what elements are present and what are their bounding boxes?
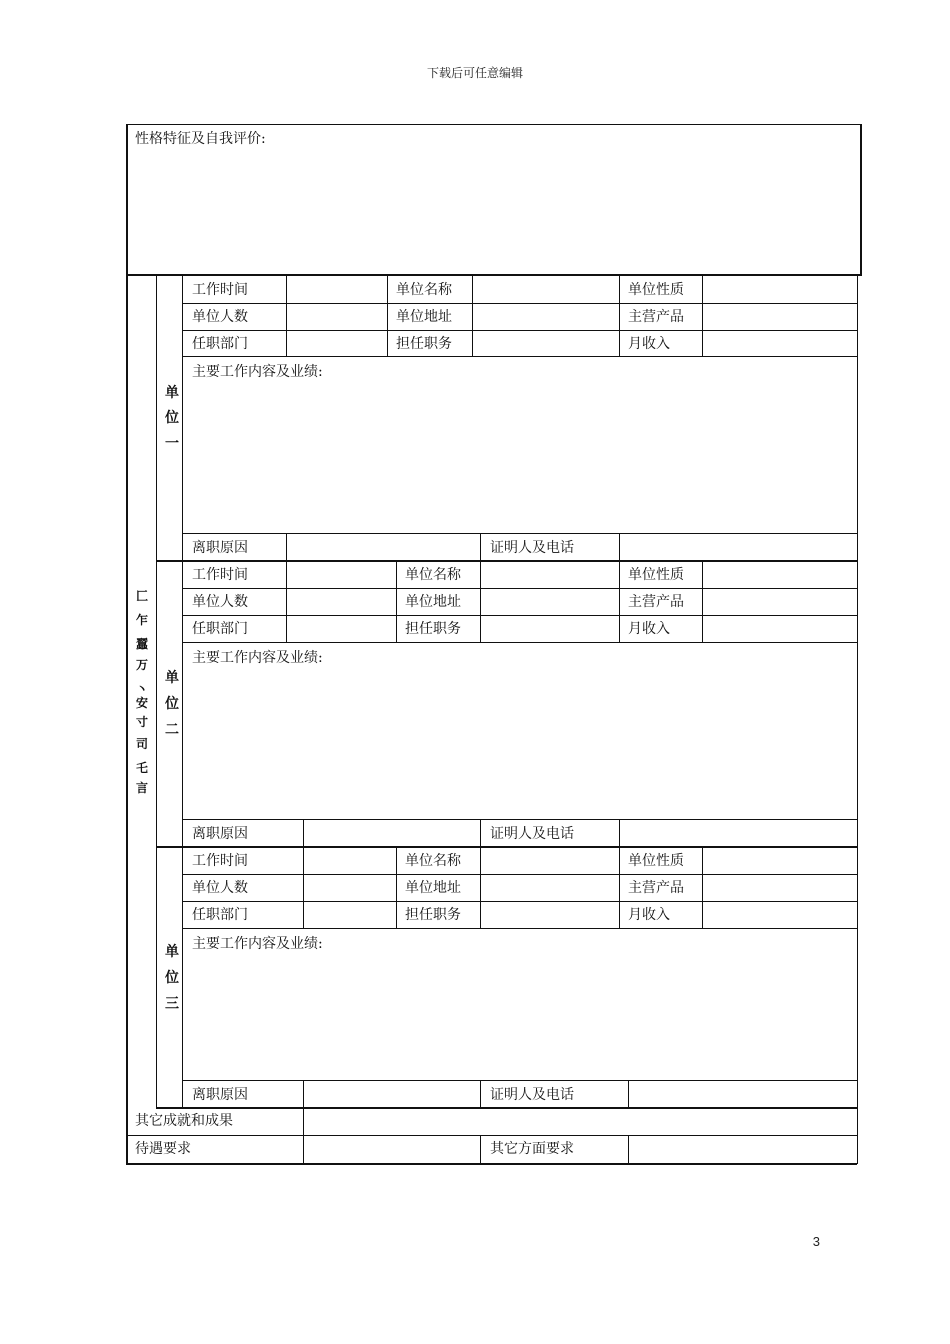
field-label: 单位地址 <box>405 880 461 896</box>
field-label: 单位人数 <box>192 309 248 325</box>
field-value-input[interactable] <box>486 621 487 622</box>
leave-reason-label: 离职原因 <box>192 826 248 842</box>
field-value-input[interactable] <box>708 621 709 622</box>
field-label: 单位人数 <box>192 594 248 610</box>
field-value-input[interactable] <box>478 309 479 310</box>
field-value-input[interactable] <box>292 309 293 310</box>
table-hline <box>182 642 857 643</box>
page-number: 3 <box>812 1234 820 1249</box>
field-label: 工作时间 <box>192 567 248 583</box>
work-history-section-label-char: 言 <box>135 781 148 795</box>
work-history-section-label-char: 丶 <box>135 682 148 696</box>
reference-input[interactable] <box>625 825 626 826</box>
field-label: 任职部门 <box>192 907 248 923</box>
other-requirements-label: 其它方面要求 <box>490 1141 574 1157</box>
table-vline <box>702 561 703 642</box>
field-label: 月收入 <box>628 907 670 923</box>
field-label: 任职部门 <box>192 621 248 637</box>
field-value-input[interactable] <box>708 594 709 595</box>
table-vline <box>396 561 397 642</box>
table-vline <box>628 1080 629 1107</box>
field-label: 单位性质 <box>628 282 684 298</box>
unit-bottom-border <box>156 1107 857 1109</box>
leave-reason-label: 离职原因 <box>192 1087 248 1103</box>
table-vline <box>480 533 481 560</box>
personality-label: 性格特征及自我评价: <box>135 131 266 147</box>
table-bottom-border <box>126 1163 857 1165</box>
table-hline <box>182 928 857 929</box>
field-label: 单位名称 <box>405 853 461 869</box>
table-hline <box>182 874 857 875</box>
field-value-input[interactable] <box>486 594 487 595</box>
personality-bottom-border <box>126 274 861 276</box>
table-vline <box>628 1135 629 1163</box>
other-requirements-input[interactable] <box>636 1142 637 1143</box>
field-label: 主营产品 <box>628 880 684 896</box>
table-hline <box>182 588 857 589</box>
table-hline <box>182 533 857 534</box>
table-vline <box>303 1080 304 1107</box>
field-label: 担任职务 <box>396 336 452 352</box>
reference-input[interactable] <box>625 539 626 540</box>
work-content-textarea[interactable] <box>200 672 201 673</box>
table-hline <box>182 303 857 304</box>
leave-reason-input[interactable] <box>309 825 310 826</box>
work-content-label: 主要工作内容及业绩: <box>192 364 323 380</box>
work-history-section-label-char: 安 <box>135 696 148 710</box>
unit-label-char: 位 <box>165 970 179 986</box>
field-value-input[interactable] <box>292 621 293 622</box>
table-hline <box>182 356 857 357</box>
field-value-input[interactable] <box>708 567 709 568</box>
work-content-textarea[interactable] <box>200 386 201 387</box>
table-vline <box>619 847 620 928</box>
footer-row-divider <box>126 1135 857 1136</box>
work-history-section-label-char: 匚 <box>135 589 148 603</box>
field-label: 主营产品 <box>628 594 684 610</box>
table-hline <box>182 615 857 616</box>
table-hline <box>182 901 857 902</box>
personality-right-border <box>860 124 862 276</box>
work-history-section-label-char: 司 <box>135 737 148 751</box>
table-vline <box>286 533 287 560</box>
work-history-section-label-char: 万 <box>135 658 148 672</box>
leave-reason-input[interactable] <box>309 1086 310 1087</box>
table-vline <box>480 847 481 928</box>
field-value-input[interactable] <box>486 880 487 881</box>
work-content-textarea[interactable] <box>200 958 201 959</box>
field-value-input[interactable] <box>292 594 293 595</box>
unit-label-char: 位 <box>165 696 179 712</box>
field-value-input[interactable] <box>708 309 709 310</box>
work-content-label: 主要工作内容及业绩: <box>192 650 323 666</box>
table-vline <box>303 847 304 928</box>
salary-input[interactable] <box>310 1142 311 1143</box>
field-value-input[interactable] <box>478 282 479 283</box>
page-header: 下载后可任意编辑 <box>426 66 523 80</box>
work-history-section-label-char: 乇 <box>135 761 148 775</box>
table-right-border <box>857 276 858 1164</box>
unit-label-char: 位 <box>165 410 179 426</box>
table-left-border <box>126 124 128 1163</box>
work-history-section-label-char: 乍 <box>135 613 148 627</box>
table-vline <box>286 276 287 356</box>
field-label: 工作时间 <box>192 853 248 869</box>
table-vline <box>619 533 620 560</box>
work-history-section-label-char: 蠶 <box>135 637 148 651</box>
unit-label-char: 二 <box>165 722 179 738</box>
field-value-input[interactable] <box>309 853 310 854</box>
field-label: 单位性质 <box>628 567 684 583</box>
table-vline <box>286 561 287 642</box>
unit-label-char: 单 <box>165 944 179 960</box>
table-vline <box>472 276 473 356</box>
field-label: 月收入 <box>628 336 670 352</box>
table-vline <box>303 819 304 846</box>
table-vline <box>396 847 397 928</box>
section-label-divider <box>156 276 157 1107</box>
achievements-input[interactable] <box>310 1114 311 1115</box>
salary-label: 待遇要求 <box>135 1141 191 1157</box>
table-vline <box>619 276 620 356</box>
reference-input[interactable] <box>634 1086 635 1087</box>
field-value-input[interactable] <box>309 907 310 908</box>
table-hline <box>182 330 857 331</box>
reference-label: 证明人及电话 <box>490 826 574 842</box>
field-value-input[interactable] <box>708 853 709 854</box>
field-value-input[interactable] <box>292 567 293 568</box>
field-value-input[interactable] <box>478 336 479 337</box>
unit-label-char: 单 <box>165 670 179 686</box>
field-label: 主营产品 <box>628 309 684 325</box>
table-vline <box>619 561 620 642</box>
field-label: 单位名称 <box>405 567 461 583</box>
field-value-input[interactable] <box>486 567 487 568</box>
work-content-label: 主要工作内容及业绩: <box>192 936 323 952</box>
achievements-label: 其它成就和成果 <box>135 1113 233 1129</box>
table-hline <box>182 819 857 820</box>
reference-label: 证明人及电话 <box>490 1087 574 1103</box>
table-vline <box>480 819 481 846</box>
field-label: 单位地址 <box>396 309 452 325</box>
leave-reason-label: 离职原因 <box>192 540 248 556</box>
field-label: 单位性质 <box>628 853 684 869</box>
unit-bottom-border <box>156 846 857 848</box>
field-value-input[interactable] <box>309 880 310 881</box>
field-value-input[interactable] <box>708 336 709 337</box>
table-vline <box>387 276 388 356</box>
table-vline <box>480 1135 481 1163</box>
unit-label-divider <box>182 276 183 1107</box>
field-label: 单位名称 <box>396 282 452 298</box>
table-vline <box>480 1080 481 1107</box>
table-hline <box>182 1080 857 1081</box>
field-label: 单位人数 <box>192 880 248 896</box>
field-label: 单位地址 <box>405 594 461 610</box>
unit-label-char: 一 <box>165 436 179 452</box>
table-vline <box>702 276 703 356</box>
field-value-input[interactable] <box>292 282 293 283</box>
field-value-input[interactable] <box>486 853 487 854</box>
field-label: 担任职务 <box>405 621 461 637</box>
field-value-input[interactable] <box>708 282 709 283</box>
table-vline <box>303 1107 304 1163</box>
work-history-section-label-char: 寸 <box>135 715 148 729</box>
leave-reason-input[interactable] <box>292 539 293 540</box>
unit-label-char: 单 <box>165 385 179 401</box>
field-label: 任职部门 <box>192 336 248 352</box>
unit-label-char: 三 <box>165 996 179 1012</box>
field-label: 担任职务 <box>405 907 461 923</box>
unit-bottom-border <box>156 560 857 562</box>
field-value-input[interactable] <box>708 880 709 881</box>
table-vline <box>480 561 481 642</box>
field-value-input[interactable] <box>486 907 487 908</box>
field-label: 工作时间 <box>192 282 248 298</box>
table-top-border <box>126 124 861 125</box>
field-label: 月收入 <box>628 621 670 637</box>
table-vline <box>619 819 620 846</box>
reference-label: 证明人及电话 <box>490 540 574 556</box>
field-value-input[interactable] <box>708 907 709 908</box>
field-value-input[interactable] <box>292 336 293 337</box>
table-vline <box>702 847 703 928</box>
